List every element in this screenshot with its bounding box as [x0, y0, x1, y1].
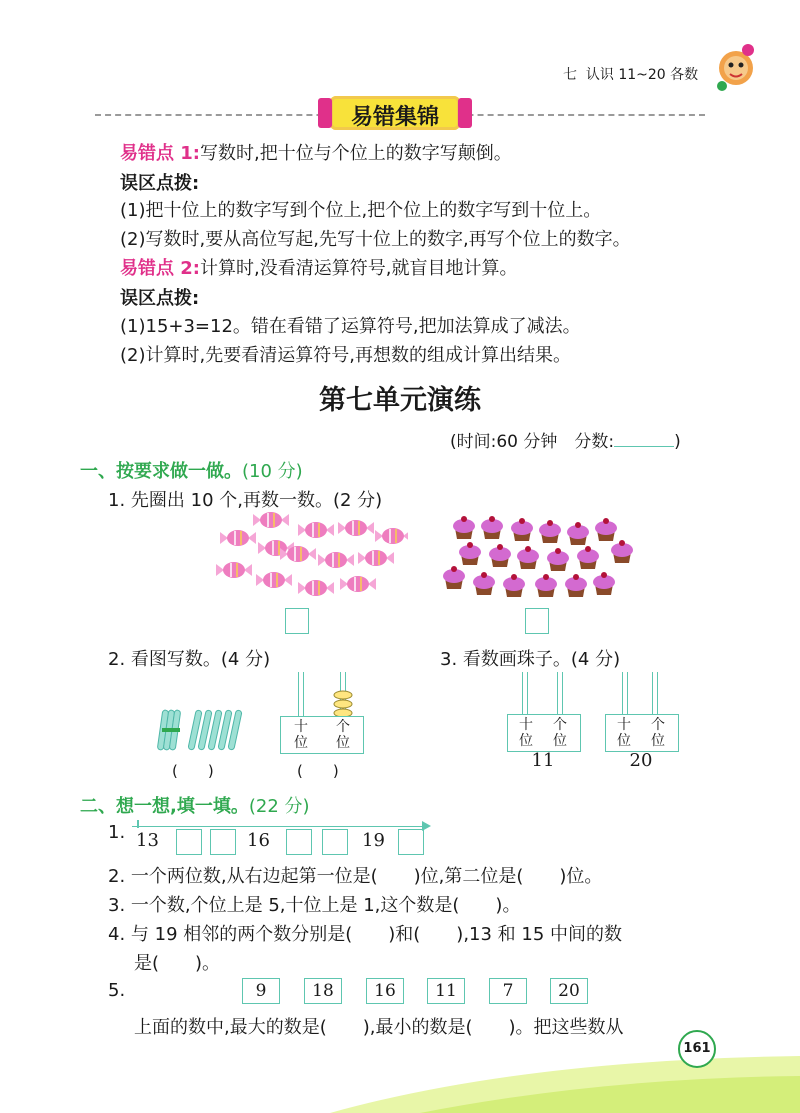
number-box: 9 [242, 978, 280, 1004]
abacus-rod [298, 672, 304, 718]
numberline-blank[interactable] [210, 829, 236, 855]
abacus-value-11: 11 [531, 750, 555, 771]
question-1-3: 3. 看数画珠子。(4 分) [440, 649, 621, 670]
tip-label-2: 误区点拨: [120, 288, 200, 309]
tens-label: 十位 [617, 717, 631, 749]
ones-label: 个位 [553, 717, 567, 749]
number-box: 18 [304, 978, 342, 1004]
tip-2b: (2)计算时,先要看清运算符号,再想数的组成计算出结果。 [120, 345, 571, 366]
mistake-point-2 [120, 254, 517, 280]
number-box: 11 [427, 978, 465, 1004]
chapter-title: 认识 11~20 各数 [585, 67, 699, 83]
number-box: 7 [489, 978, 527, 1004]
candy [298, 580, 334, 596]
question-2-4a: 4. 与 19 相邻的两个数分别是( )和( ),13 和 15 中间的数 [108, 924, 623, 945]
numberline-value: 19 [362, 830, 385, 851]
candy [216, 562, 252, 578]
cupcake [593, 572, 615, 595]
ones-label: 个位 [651, 717, 665, 749]
abacus-rod [652, 672, 658, 718]
tip-1b: (2)写数时,要从高位写起,先写十位上的数字,再写个位上的数字。 [120, 229, 631, 250]
ones-label: 个位 [336, 719, 350, 751]
candy [338, 520, 374, 536]
number-line [132, 826, 422, 827]
section-2-points: (22 分) [248, 796, 310, 817]
tens-label: 十位 [519, 717, 533, 749]
banner-title: 易错集锦 [350, 105, 439, 130]
sticks-icon [156, 708, 246, 754]
question-2-1-num: 1. [108, 822, 126, 843]
cupcake [567, 522, 589, 545]
numberline-blank[interactable] [398, 829, 424, 855]
sticks-answer[interactable]: ( ) [172, 762, 214, 780]
unit-title: 第七单元演练 [319, 385, 481, 416]
question-2-3: 3. 一个数,个位上是 5,十位上是 1,这个数是( )。 [108, 895, 521, 916]
numberline-blank[interactable] [286, 829, 312, 855]
chapter-header [563, 64, 698, 84]
time-close: ) [674, 432, 681, 452]
cupcake [535, 574, 557, 597]
cupcake [595, 518, 617, 541]
banner-right-cap [458, 98, 472, 128]
candy [298, 522, 334, 538]
candy-group [208, 508, 408, 600]
mistake-1-label: 易错点 1: [120, 143, 200, 164]
abacus-base [507, 714, 581, 752]
question-2-5-num: 5. [108, 980, 126, 1001]
cupcake [539, 520, 561, 543]
question-1-1: 1. 先圈出 10 个,再数一数。(2 分) [108, 490, 383, 511]
abacus-value-20: 20 [629, 750, 653, 771]
section-1-title: 一、按要求做一做。 [80, 461, 242, 482]
abacus-rod [557, 672, 563, 718]
question-1-2: 2. 看图写数。(4 分) [108, 649, 271, 670]
tip-1a: (1)把十位上的数字写到个位上,把个位上的数字写到十位上。 [120, 200, 602, 221]
time-score-line [450, 427, 681, 452]
question-2-4b: 是( )。 [134, 953, 221, 974]
page-corner-wave [0, 1020, 800, 1113]
numberline-blank[interactable] [176, 829, 202, 855]
numberline-value: 13 [136, 830, 159, 851]
section-2-heading [80, 792, 310, 818]
cupcake [443, 566, 465, 589]
mistake-point-1 [120, 139, 512, 165]
cupcake-answer-box[interactable] [525, 608, 549, 634]
mascot-icon [712, 38, 762, 94]
cupcake [517, 546, 539, 569]
abacus-answer[interactable]: ( ) [297, 762, 339, 780]
cupcake [547, 548, 569, 571]
tick [137, 820, 139, 828]
cupcake [473, 572, 495, 595]
tip-2a: (1)15+3=12。错在看错了运算符号,把加法算成了减法。 [120, 316, 581, 337]
candy [220, 530, 256, 546]
question-2-5-text: 上面的数中,最大的数是( ),最小的数是( )。把这些数从 [134, 1017, 624, 1038]
section-1-points: (10 分) [242, 461, 303, 482]
cupcake [459, 542, 481, 565]
question-2-2: 2. 一个两位数,从右边起第一位是( )位,第二位是( )位。 [108, 866, 603, 887]
candy [318, 552, 354, 568]
cupcake [503, 574, 525, 597]
candy [340, 576, 376, 592]
cupcake [577, 546, 599, 569]
section-2-title: 二、想一想,填一填。 [80, 796, 249, 817]
cupcake [453, 516, 475, 539]
section-1-heading [80, 457, 303, 483]
candy [253, 512, 289, 528]
abacus-rod [622, 672, 628, 718]
candy [358, 550, 394, 566]
chapter-number: 七 [563, 67, 577, 83]
cupcake-group [440, 514, 640, 602]
candy [256, 572, 292, 588]
cupcake [481, 516, 503, 539]
mistake-2-text: 计算时,没看清运算符号,就盲目地计算。 [200, 258, 518, 279]
candy-answer-box[interactable] [285, 608, 309, 634]
number-box: 16 [366, 978, 404, 1004]
abacus-rod [522, 672, 528, 718]
candy [375, 528, 408, 544]
tens-label: 十位 [294, 719, 308, 751]
abacus-base [605, 714, 679, 752]
cupcake [565, 574, 587, 597]
cupcake [611, 540, 633, 563]
mistake-2-label: 易错点 2: [120, 258, 200, 279]
cupcake [489, 544, 511, 567]
page-number: 161 [678, 1030, 716, 1068]
score-blank[interactable] [614, 446, 674, 447]
abacus-base [280, 716, 364, 754]
number-box: 20 [550, 978, 588, 1004]
time-label: (时间:60 分钟 分数: [450, 432, 615, 452]
numberline-value: 16 [247, 830, 270, 851]
tip-label-1: 误区点拨: [120, 173, 200, 194]
cupcake [511, 518, 533, 541]
numberline-blank[interactable] [322, 829, 348, 855]
mistake-1-text: 写数时,把十位与个位上的数字写颠倒。 [200, 143, 512, 164]
